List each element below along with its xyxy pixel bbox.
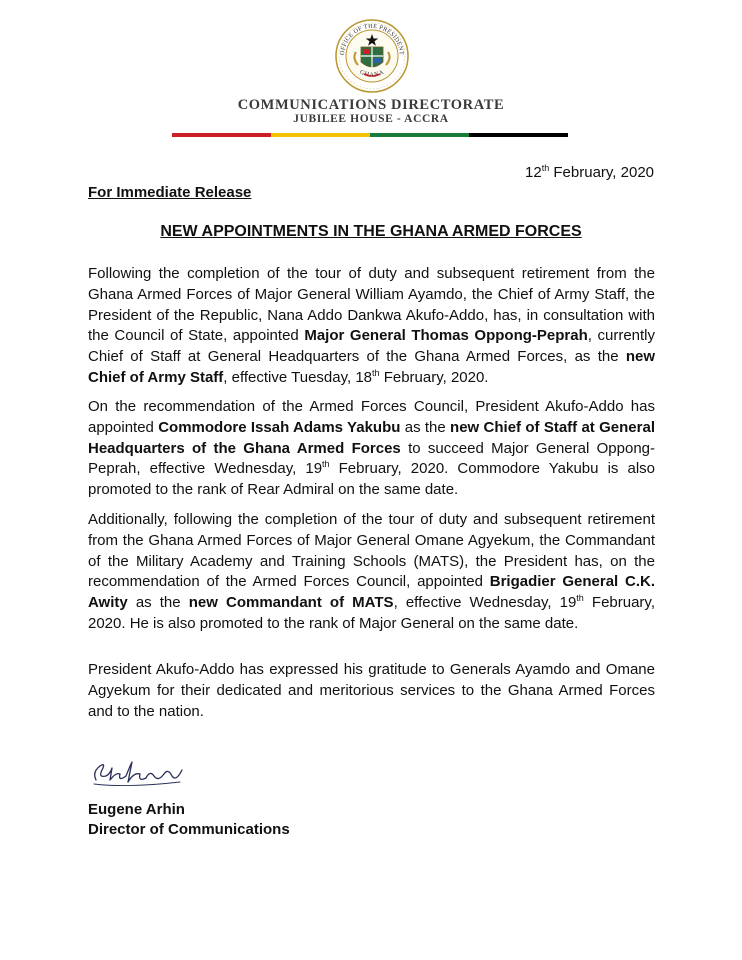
stripe-red [172, 133, 271, 137]
paragraph-1: Following the completion of the tour of duty and subsequent retirement from the Ghana Armed Forces of Major General William Ayamdo, the Chief of Army Staff, the President of the Republic, Nana Addo Dankwa Akufo-Addo, has, in consultation with the Council of State, appointed Major General Thomas Oppong-Peprah, currently Chief of Staff at General Headquarters of the Ghana Armed Forces, as the new Chief of Army Staff, effective Tuesday, 18th February, 2020. [88, 265, 656, 386]
headline: NEW APPOINTMENTS IN THE GHANA ARMED FORCES [160, 223, 582, 240]
paragraph-4: President Akufo-Addo has expressed his gratitude to Generals Ayamdo and Omane Agyekum for their dedicated and meritorious services to the Ghana Armed Forces and to the nation. [88, 661, 655, 720]
handwritten-signature [88, 752, 188, 792]
presidential-seal [334, 18, 410, 94]
svg-text:OFFICE OF THE PRESIDENT: OFFICE OF THE PRESIDENT [338, 22, 406, 56]
signatory-title: Director of Communications [88, 821, 290, 838]
department-address: JUBILEE HOUSE - ACCRA [293, 113, 449, 125]
stripe-gold [271, 133, 370, 137]
release-label: For Immediate Release [88, 184, 252, 201]
signatory-name: Eugene Arhin [88, 801, 185, 818]
department-title: COMMUNICATIONS DIRECTORATE [237, 97, 505, 113]
release-date: 12th February, 2020 [525, 163, 654, 181]
stripe-green [370, 133, 469, 137]
paragraph-2: On the recommendation of the Armed Forces Council, President Akufo-Addo has appointed Commodore Issah Adams Yakubu as the new Chief of Staff at General Headquarters of the Ghana Armed Forces to succeed Major General Oppong-Peprah, effective Wednesday, 19th February, 2020. Commodore Yakubu is also promoted to the rank of Rear Admiral on the same date. [88, 398, 655, 499]
stripe-black [469, 133, 568, 137]
paragraph-3: Additionally, following the completion of the tour of duty and subsequent retirement from the Ghana Armed Forces of Major General Omane Agyekum, the Commandant of the Military Academy and Training Schools (MATS), the President has, on the recommendation of the Armed Forces Council, appointed Brigadier General C.K. Awity as the new Commandant of MATS, effective Wednesday, 19th February, 2020. He is also promoted to the rank of Major General on the same date. [88, 511, 655, 632]
svg-text:GHANA: GHANA [358, 68, 386, 79]
national-colors-stripe [172, 133, 568, 137]
seal-emblem-icon [334, 18, 410, 94]
signature-icon [88, 752, 188, 792]
